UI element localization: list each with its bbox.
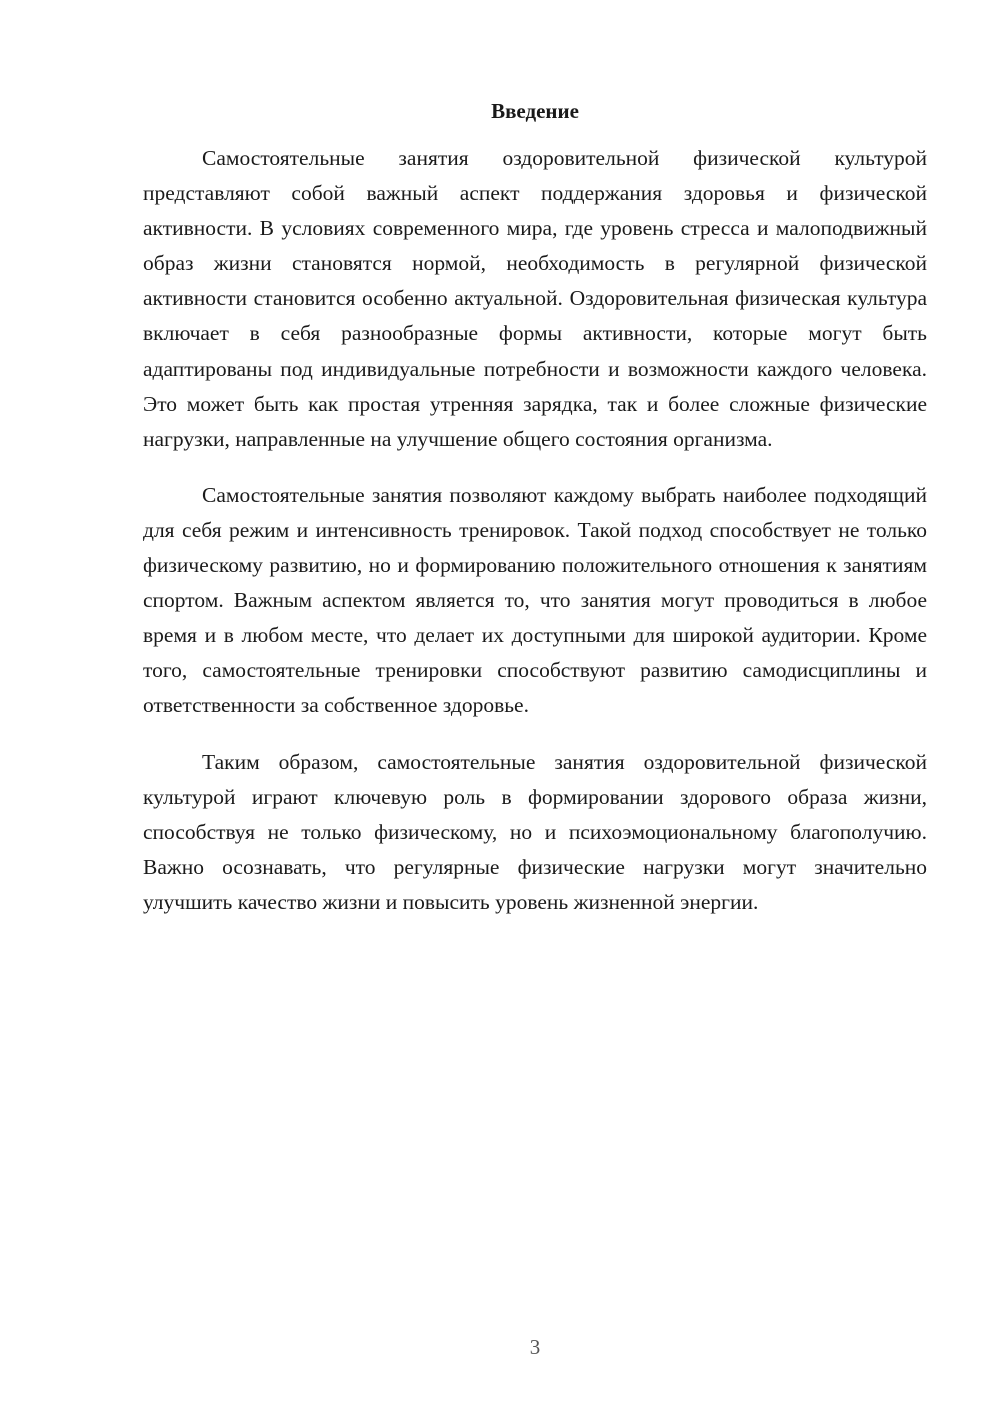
section-heading: Введение — [491, 99, 579, 123]
paragraph-2: Самостоятельные занятия позволяют каждому выбрать наиболее подходящий для себя режим и интенсивность тренировок. Такой подход способствует не только физическому развитию, но и формированию положительного отношения к занятиям спортом. Важным аспектом является то, что занятия могут проводиться в любое время и в любом месте, что делает их доступными для широкой аудитории. Кроме того, самостоятельные тренировки способствуют развитию самодисциплины и ответственности за собственное здоровье. — [143, 482, 927, 718]
page-number: 3 — [529, 1335, 541, 1359]
paragraph-1: Самостоятельные занятия оздоровительной физической культурой представляют собой важный аспект поддержания здоровья и физической активности. В условиях современного мира, где уровень стресса и малоподвижный образ жизни становятся нормой, необходимость в регулярной физической активности становится особенно актуальной. Оздоровительная физическая культура включает в себя разнообразные формы активности, которые могут быть адаптированы под индивидуальные потребности и возможности каждого человека. Это может быть как простая утренняя зарядка, так и более сложные физические нагрузки, направленные на улучшение общего состояния организма. — [143, 146, 927, 451]
body-text — [143, 141, 927, 920]
paragraph-3: Таким образом, самостоятельные занятия оздоровительной физической культурой играют ключевую роль в формировании здорового образа жизни, способствуя не только физическому, но и психоэмоциональному благополучию. Важно осознавать, что регулярные физические нагрузки могут значительно улучшить качество жизни и повысить уровень жизненной энергии. — [143, 749, 927, 914]
